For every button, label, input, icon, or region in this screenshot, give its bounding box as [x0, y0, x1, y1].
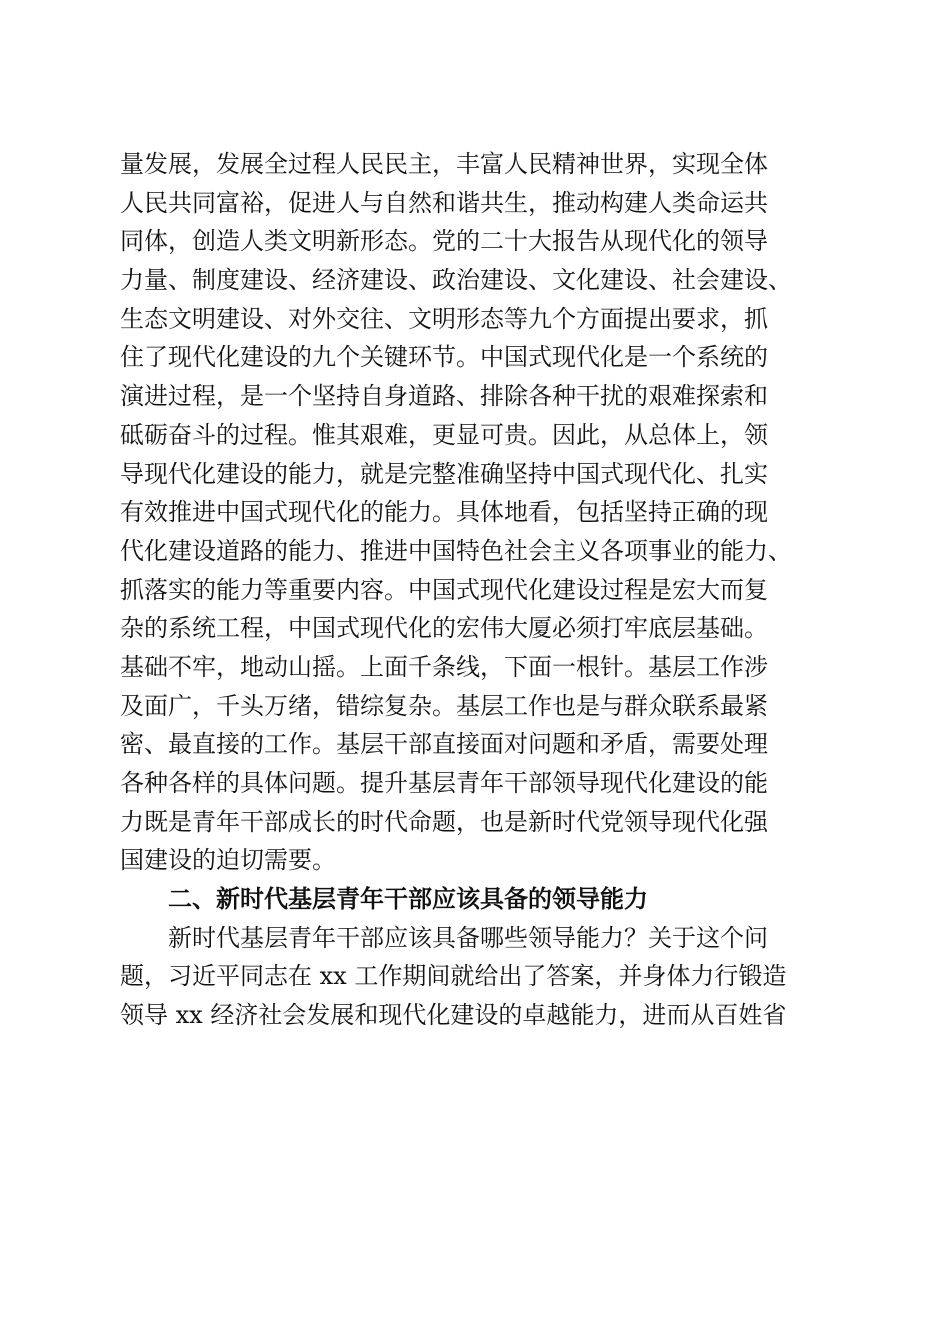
paragraph-line: 同体，创造人类文明新形态。党的二十大报告从现代化的领导 — [120, 227, 768, 256]
paragraph-line: 抓落实的能力等重要内容。中国式现代化建设过程是宏大而复 — [120, 575, 768, 604]
paragraph-line: 演进过程，是一个坚持自身道路、排除各种干扰的艰难探索和 — [120, 382, 768, 411]
paragraph-line: 力既是青年干部成长的时代命题，也是新时代党领导现代化强 — [120, 807, 768, 836]
paragraph-line: 各种各样的具体问题。提升基层青年干部领导现代化建设的能 — [120, 769, 768, 797]
paragraph-line: 基础不牢，地动山摇。上面千条线，下面一根针。基层工作涉 — [120, 652, 768, 681]
paragraph-line: 题，习近平同志在 xx 工作期间就给出了答案，并身体力行锻造 — [120, 962, 787, 991]
paragraph-line: 砥砺奋斗的过程。惟其艰难，更显可贵。因此，从总体上，领 — [120, 420, 768, 449]
paragraph-line: 生态文明建设、对外交往、文明形态等九个方面提出要求，抓 — [120, 304, 768, 333]
paragraph-line: 有效推进中国式现代化的能力。具体地看，包括坚持正确的现 — [120, 498, 768, 527]
paragraph-line: 住了现代化建设的九个关键环节。中国式现代化是一个系统的 — [120, 343, 768, 372]
paragraph-line: 及面广，千头万绪，错综复杂。基层工作也是与群众联系最紧 — [120, 691, 768, 720]
paragraph-line: 导现代化建设的能力，就是完整准确坚持中国式现代化、扎实 — [120, 459, 768, 488]
paragraph-line: 力量、制度建设、经济建设、政治建设、文化建设、社会建设、 — [120, 266, 792, 295]
paragraph-line: 密、最直接的工作。基层干部直接面对问题和矛盾，需要处理 — [120, 730, 768, 759]
paragraph-line: 人民共同富裕，促进人与自然和谐共生，推动构建人类命运共 — [120, 188, 768, 217]
paragraph-line: 杂的系统工程，中国式现代化的宏伟大厦必须打牢底层基础。 — [120, 614, 768, 643]
paragraph-line: 代化建设道路的能力、推进中国特色社会主义各项事业的能力、 — [120, 536, 792, 565]
paragraph-line: 新时代基层青年干部应该具备哪些领导能力？关于这个问 — [168, 923, 768, 952]
paragraph-line: 领导 xx 经济社会发展和现代化建设的卓越能力，进而从百姓省 — [120, 1001, 787, 1030]
paragraph-line: 国建设的迫切需要。 — [120, 846, 336, 875]
section-heading: 二、新时代基层青年干部应该具备的领导能力 — [168, 885, 648, 914]
document-body — [120, 145, 835, 1035]
paragraph-line: 量发展，发展全过程人民民主，丰富人民精神世界，实现全体 — [120, 150, 768, 178]
